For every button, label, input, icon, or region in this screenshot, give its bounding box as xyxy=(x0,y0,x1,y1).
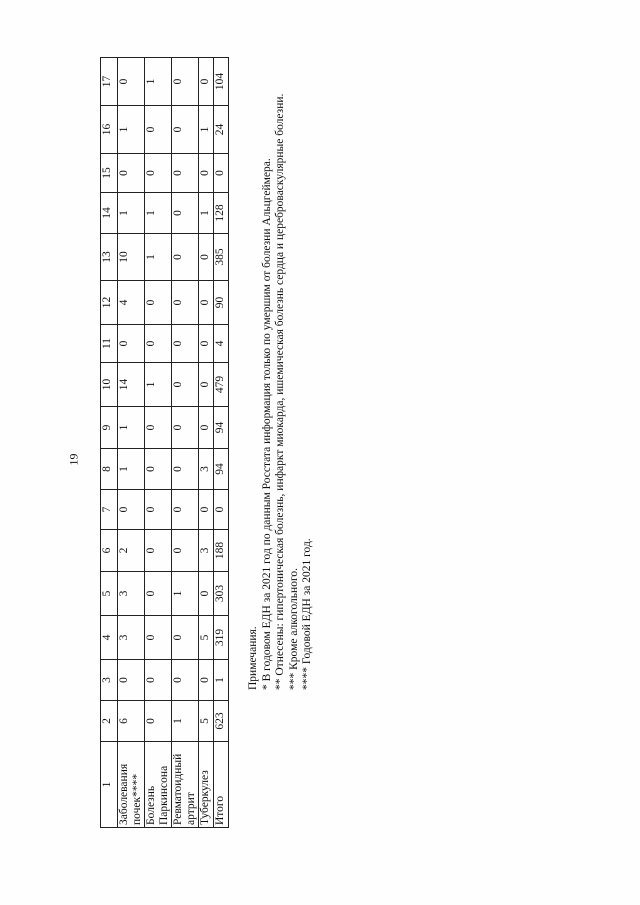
header-cell: 6 xyxy=(101,530,118,572)
table-cell: 0 xyxy=(172,154,199,193)
notes-title: Примечания. xyxy=(247,626,259,690)
table-cell: 0 xyxy=(145,449,172,490)
table-cell: 0 xyxy=(172,193,199,234)
table-cell: 0 xyxy=(172,325,199,363)
table-row xyxy=(145,58,172,828)
table-cell: 0 xyxy=(145,154,172,193)
table-cell: 0 xyxy=(145,490,172,530)
table-cell: 385 xyxy=(214,234,229,281)
table-cell: 0 xyxy=(145,281,172,325)
table-cell: 0 xyxy=(199,407,214,449)
table-cell: 10 xyxy=(118,234,145,281)
table-cell: 0 xyxy=(199,660,214,701)
table-cell: 90 xyxy=(214,281,229,325)
table-cell: 0 xyxy=(199,572,214,616)
table-cell: 1 xyxy=(145,363,172,407)
table-cell: 0 xyxy=(172,530,199,572)
table-cell: 6 xyxy=(118,701,145,742)
header-cell: 7 xyxy=(101,490,118,530)
table-cell: 1 xyxy=(145,234,172,281)
header-cell: 1 xyxy=(101,742,118,828)
table-cell: 14 xyxy=(118,363,145,407)
table-cell: 0 xyxy=(214,154,229,193)
table-cell: 0 xyxy=(118,660,145,701)
table-cell: 0 xyxy=(172,363,199,407)
table-cell: 3 xyxy=(118,616,145,660)
table-cell: 0 xyxy=(145,106,172,154)
table-row xyxy=(172,58,199,828)
table-cell: 0 xyxy=(118,58,145,106)
table-cell: 1 xyxy=(172,701,199,742)
table-cell: 0 xyxy=(145,660,172,701)
table-cell: 1 xyxy=(118,193,145,234)
table-cell: 0 xyxy=(118,490,145,530)
table-cell: 94 xyxy=(214,407,229,449)
table-cell: 0 xyxy=(172,407,199,449)
table-cell: 94 xyxy=(214,449,229,490)
row-label: Туберкулез xyxy=(199,742,214,828)
table-cell: 0 xyxy=(172,234,199,281)
rotated-content xyxy=(100,58,460,828)
table-cell: 0 xyxy=(199,58,214,106)
table-cell: 2 xyxy=(118,530,145,572)
header-cell: 16 xyxy=(101,106,118,154)
table-cell: 1 xyxy=(172,572,199,616)
row-label: Ревматоидный артрит xyxy=(172,742,199,828)
table-cell: 0 xyxy=(145,616,172,660)
table-cell: 303 xyxy=(214,572,229,616)
table-cell: 0 xyxy=(199,281,214,325)
header-cell: 15 xyxy=(101,154,118,193)
table-cell: 4 xyxy=(214,325,229,363)
table-cell: 1 xyxy=(118,449,145,490)
notes-section xyxy=(247,58,315,690)
table-cell: 0 xyxy=(199,234,214,281)
row-label: Заболевания почек**** xyxy=(118,742,145,828)
table-cell: 0 xyxy=(172,660,199,701)
table-cell: 1 xyxy=(118,106,145,154)
table-cell: 0 xyxy=(145,530,172,572)
table-row xyxy=(118,58,145,828)
row-label: Болезнь Паркинсона xyxy=(145,742,172,828)
header-cell: 9 xyxy=(101,407,118,449)
table-cell: 0 xyxy=(172,281,199,325)
table-cell: 3 xyxy=(199,449,214,490)
table-cell: 319 xyxy=(214,616,229,660)
table-cell: 0 xyxy=(172,449,199,490)
table-cell: 104 xyxy=(214,58,229,106)
table-cell: 0 xyxy=(145,572,172,616)
table-cell: 0 xyxy=(172,616,199,660)
table-cell: 0 xyxy=(172,58,199,106)
table-cell: 0 xyxy=(145,407,172,449)
table-cell: 3 xyxy=(199,530,214,572)
header-cell: 17 xyxy=(101,58,118,106)
table-cell: 5 xyxy=(199,616,214,660)
table-cell: 5 xyxy=(199,701,214,742)
table-header-row xyxy=(101,58,118,828)
table-cell: 1 xyxy=(145,58,172,106)
table-cell: 0 xyxy=(199,363,214,407)
table-cell: 0 xyxy=(214,490,229,530)
table-cell: 0 xyxy=(172,106,199,154)
table-cell: 1 xyxy=(145,193,172,234)
header-cell: 10 xyxy=(101,363,118,407)
table-cell: 1 xyxy=(199,193,214,234)
table-cell: 0 xyxy=(199,325,214,363)
header-cell: 14 xyxy=(101,193,118,234)
header-cell: 13 xyxy=(101,234,118,281)
table-cell: 128 xyxy=(214,193,229,234)
note-line: *** Кроме алкогольного. xyxy=(287,567,300,690)
table-cell: 1 xyxy=(214,660,229,701)
table-cell: 623 xyxy=(214,701,229,742)
note-line: **** Годовой ЕДН за 2021 год. xyxy=(301,538,313,690)
mortality-table xyxy=(100,57,229,828)
header-cell: 2 xyxy=(101,701,118,742)
header-cell: 4 xyxy=(101,616,118,660)
table-cell: 0 xyxy=(118,325,145,363)
table-cell: 188 xyxy=(214,530,229,572)
table-cell: 0 xyxy=(199,154,214,193)
table-cell: 0 xyxy=(118,154,145,193)
table-cell: 0 xyxy=(199,490,214,530)
page-number: 19 xyxy=(66,453,81,466)
table-cell: 1 xyxy=(118,407,145,449)
table-row xyxy=(199,58,214,828)
header-cell: 3 xyxy=(101,660,118,701)
table-cell: 0 xyxy=(145,701,172,742)
table-cell: 4 xyxy=(118,281,145,325)
table-cell: 0 xyxy=(145,325,172,363)
note-line: * В годовом ЕДН за 2021 год по данным Росстата информация только по умершим от болезни Альцгеймера. xyxy=(260,158,273,690)
header-cell: 11 xyxy=(101,325,118,363)
table-cell: 1 xyxy=(199,106,214,154)
table-cell: 479 xyxy=(214,363,229,407)
row-label: Итого xyxy=(214,742,229,828)
note-line: ** Отнесены: гипертоническая болезнь, инфаркт миокарда, ишемическая болезнь сердца и цереброваскулярные болезни. xyxy=(274,93,286,690)
table-cell: 24 xyxy=(214,106,229,154)
table-total-row xyxy=(214,58,229,828)
header-cell: 12 xyxy=(101,281,118,325)
header-cell: 8 xyxy=(101,449,118,490)
table-cell: 3 xyxy=(118,572,145,616)
header-cell: 5 xyxy=(101,572,118,616)
table-cell: 0 xyxy=(172,490,199,530)
